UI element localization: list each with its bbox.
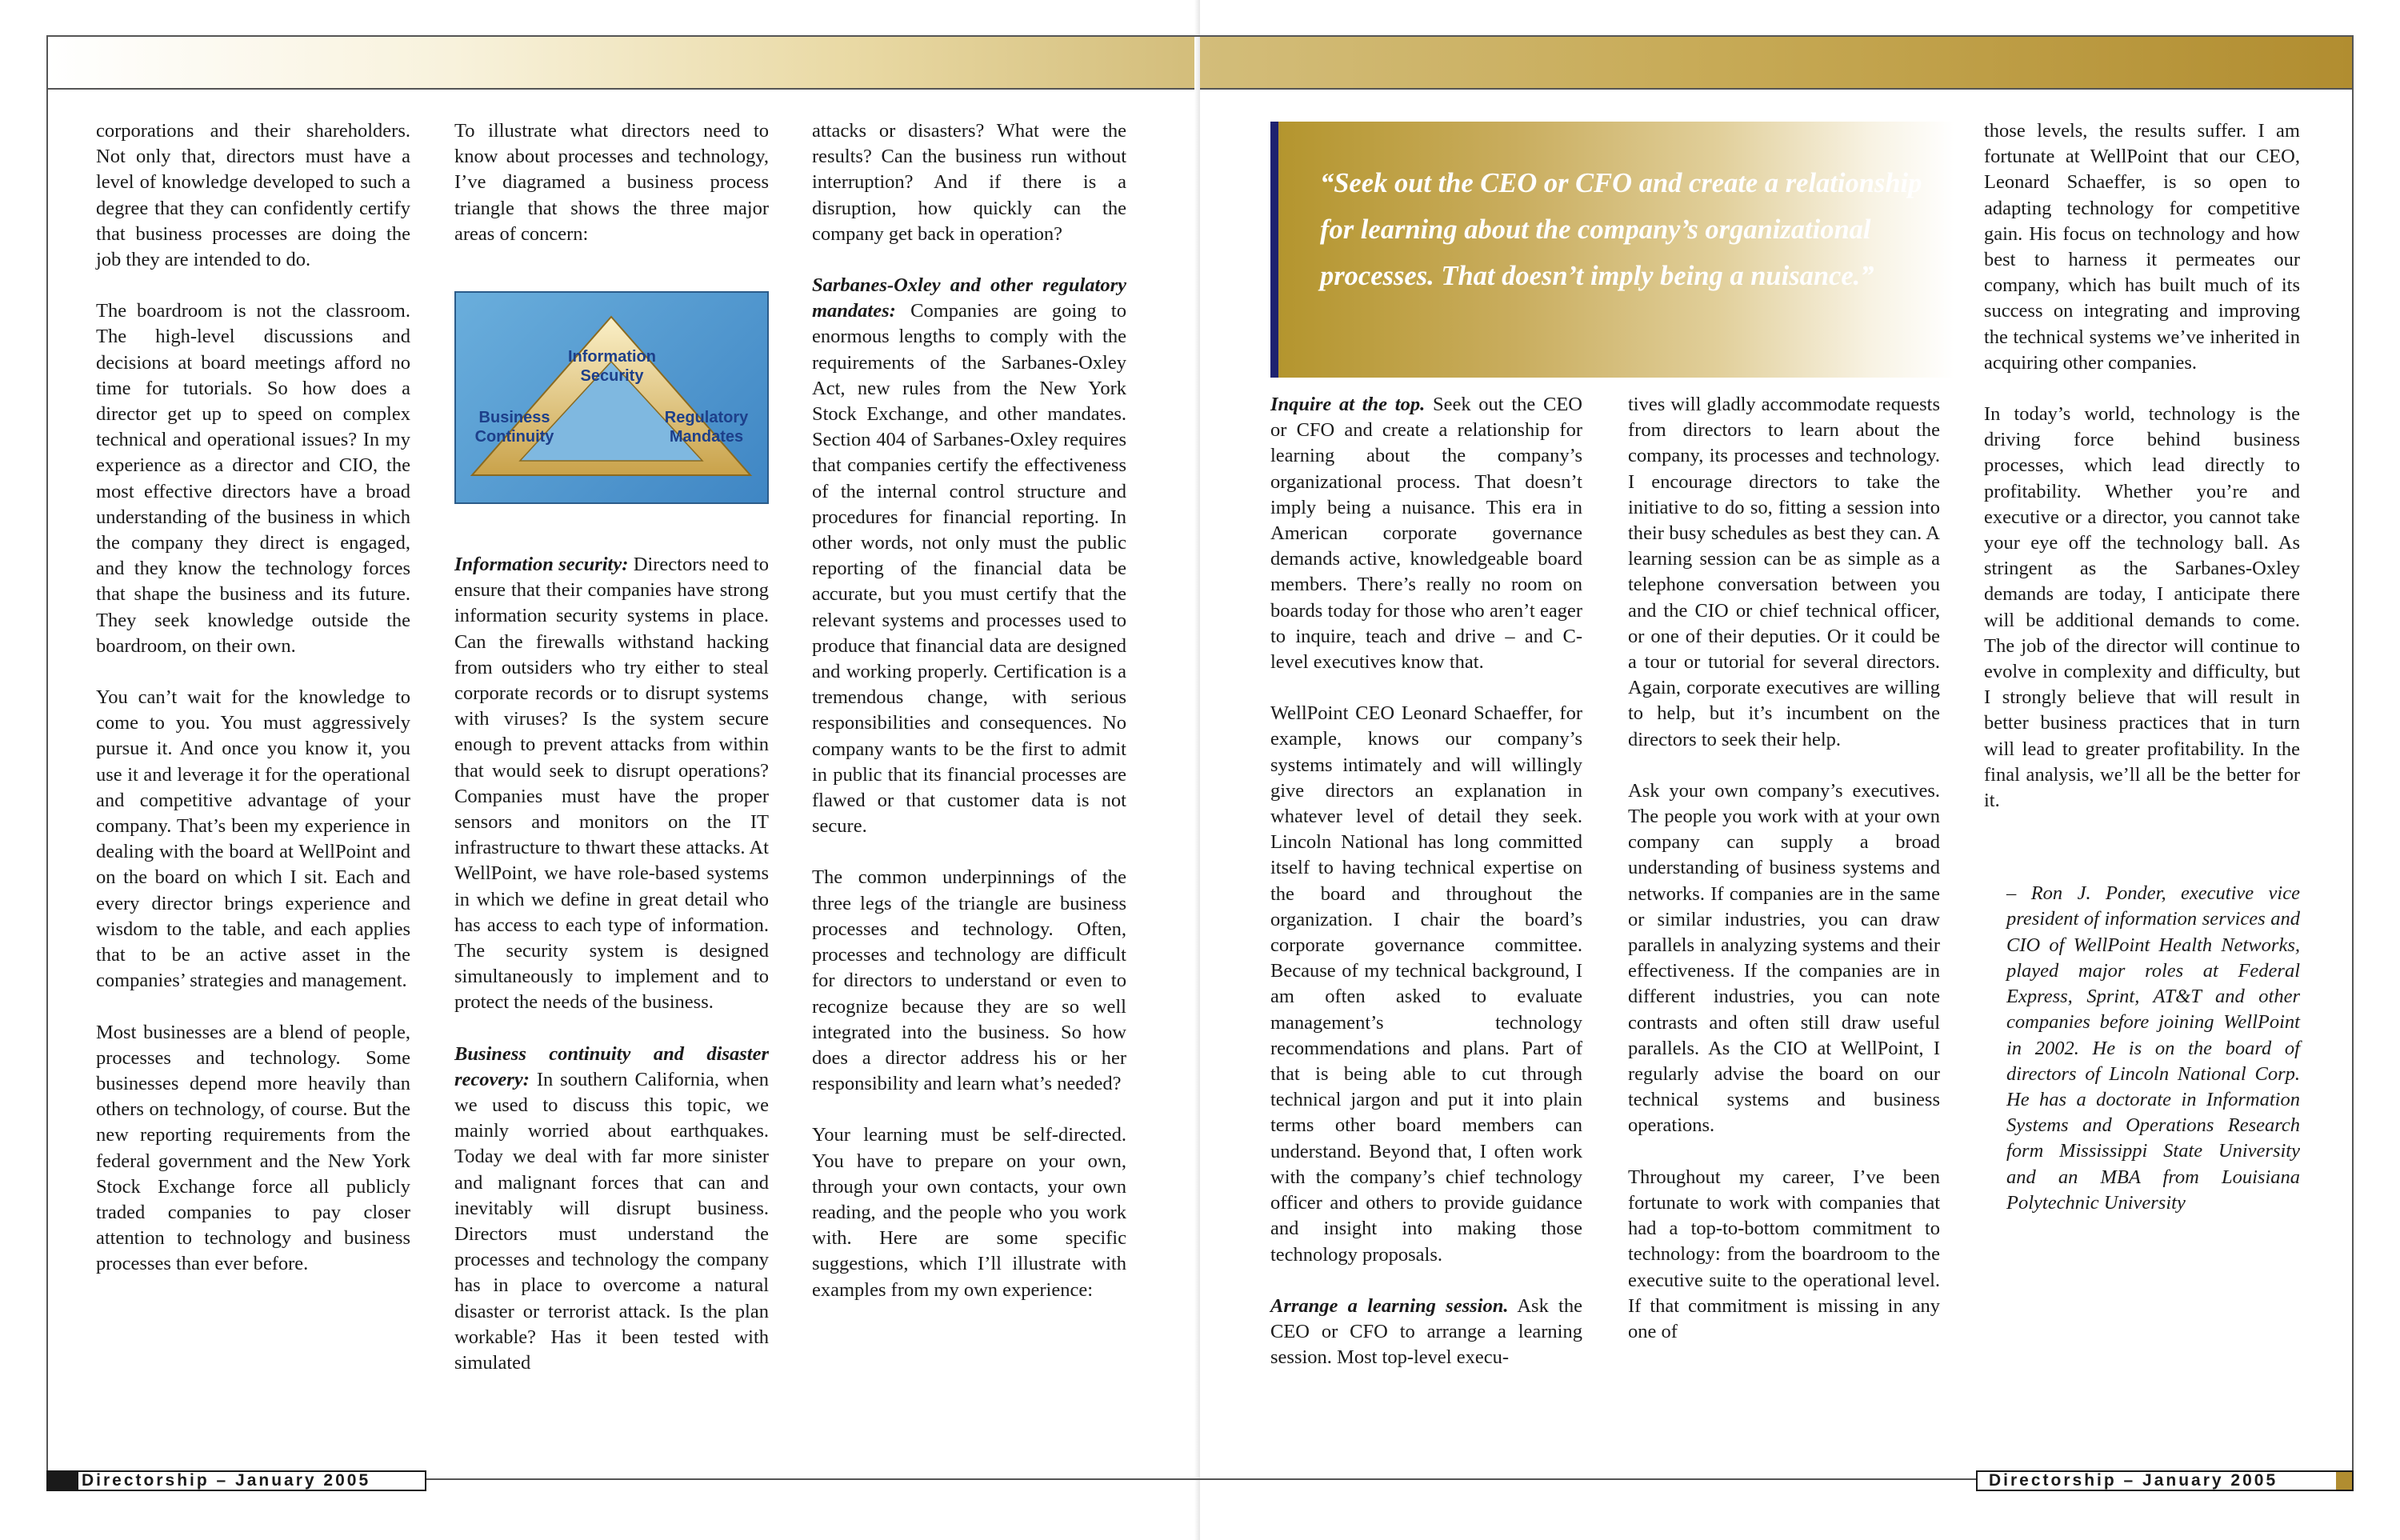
- diagram-label-information-security: Information Security: [568, 348, 656, 385]
- pull-quote: [1270, 122, 1954, 378]
- paragraph: Throughout my career, I’ve been fortunate to work with companies that had a top-to-bottom commitment to technology: from the boardroom to the executive suite to the operational level. If that commitment is missing in any one of: [1628, 1166, 1940, 1342]
- paragraph: [454, 1042, 769, 1377]
- paragraph: Ask your own company’s executives. The people you work with at your own company can supply a broad understanding of business systems and networks. If companies are in the same or similar industries, you can draw parallels in analyzing systems and their effectiveness. If the companies are in different industries, you can note contrasts and often still draw useful parallels. As the CIO at WellPoint, I regularly advise the board on our technical systems and business operations.: [1628, 779, 1940, 1137]
- paragraph: To illustrate what directors need to know about processes and technology, I’ve diagramed a business process triangle that shows the three major areas of concern:: [454, 120, 769, 245]
- run-in-heading: Business continuity and disaster recovery:: [454, 1042, 769, 1090]
- paragraph: Most businesses are a blend of people, processes and technology. Some businesses depend more heavily than others on technology, of course. But the new reporting requirements from the federal government and the New York Stock Exchange force all publicly traded companies to pay closer attention to technology and business processes than ever before.: [96, 1021, 410, 1275]
- left-column-3: [812, 118, 1126, 1303]
- paragraph: tives will gladly accommodate requests from directors to learn about the company, its processes and technology. I encourage directors to take the initiative to do so, fitting a session into their busy schedules as best they can. A learning session can be as simple as a telephone conversation between you and the CIO or chief technical officer, or one of their deputies. Or it could be a tour or tutorial for several directors. Again, corporate executives are willing to help, but it’s incumbent on the directors to seek their help.: [1628, 394, 1940, 750]
- run-in-heading: Arrange a learning session.: [1270, 1294, 1509, 1317]
- paragraph-body: In southern California, when we used to discuss this topic, we mainly worried about earthquakes. Today we deal with far more sinister and malignant forces that can and inevitably will disrupt business. Directors must understand the processes and technology the company has in place to overcome a natural disaster or terrorist attack. Is the plan workable? Has it been tested with simulated: [454, 1068, 769, 1374]
- paragraph: The common underpinnings of the three legs of the triangle are business processes and technology. Often, processes and technology are difficult for directors to understand or even to recognize because they are so well integrated into the business. So how does a director address his or her responsibility and learn what’s needed?: [812, 866, 1126, 1095]
- page-footer-left: Directorship – January 2005: [46, 1470, 426, 1491]
- run-in-heading: Sarbanes-Oxley and other regulatory mandates:: [812, 274, 1126, 322]
- paragraph: attacks or disasters? What were the results? Can the business run without interruption? And if there is a disruption, how quickly can the company get back in operation?: [812, 120, 1126, 245]
- right-column-3: [1984, 118, 2300, 1216]
- diagram-label-regulatory-mandates: Regulatory Mandates: [664, 409, 749, 446]
- paragraph: [812, 273, 1126, 839]
- pull-quote-text: “Seek out the CEO or CFO and create a relationship for learning about the company’s organizational processes. That doesn’t imply being a nuisance.”: [1320, 168, 1922, 291]
- paragraph: [1270, 1294, 1582, 1371]
- business-process-triangle-diagram: [454, 291, 769, 504]
- right-page: [1200, 0, 2400, 1540]
- paragraph: WellPoint CEO Leonard Schaeffer, for example, knows our company’s systems intimately and will willingly give directors an explanation in whatever level of detail they seek. Lincoln National has long committed itself to having technical expertise on the board and throughout the organization. I chair the board’s corporate governance committee. Because of my technical background, I am often asked to evaluate management’s technology recommendations and plans. Part of that is being able to cut through technical jargon and put it into plain terms other board members can understand. Beyond that, I often work with the company’s chief technology officer and others to provide guidance and insight into making those technology proposals.: [1270, 702, 1582, 1266]
- diagram-label-business-continuity: Business Continuity: [474, 409, 554, 446]
- run-in-heading: Information security:: [454, 554, 629, 575]
- gold-header-bar: [1200, 35, 2354, 90]
- left-column-2: [454, 118, 769, 247]
- run-in-heading: Inquire at the top.: [1270, 394, 1426, 415]
- right-column-2: [1628, 392, 1940, 1345]
- paragraph: [1270, 392, 1582, 675]
- right-column-1: [1270, 392, 1582, 1370]
- left-column-2-lower: [454, 552, 769, 1376]
- paragraph: In today’s world, technology is the driving force behind business processes, which lead directly to profitability. Whether you’re and executive or a director, you cannot take your eye off the technology ball. As stringent as the Sarbanes-Oxley demands are today, I anticipate there will be additional demands to come. The job of the director will continue to evolve in complexity and difficulty, but I strongly believe that will result in better business practices that in turn will lead to greater profitability. In the final analysis, we’ll all be the better for it.: [1984, 403, 2300, 812]
- paragraph: Your learning must be self-directed. You have to prepare on your own, through your own contacts, your own reading, and the people who you work with. Here are some specific suggestions, which I’ll illustrate with examples from my own experience:: [812, 1124, 1126, 1301]
- paragraph: The boardroom is not the classroom. The high-level discussions and decisions at board meetings afford no time for tutorials. So how does a director get up to speed on complex technical and operational issues? In my experience as a director and CIO, the most effective directors have a broad understanding of the business in which the company they direct is engaged, and they know the technology forces that shape the business and its future. They seek knowledge outside the boardroom, on their own.: [96, 300, 410, 657]
- left-column-1: [96, 118, 410, 1278]
- paragraph: [454, 552, 769, 1016]
- paragraph-body: Companies are going to enormous lengths to comply with the requirements of the Sarbanes-Oxley Act, new rules from the New York Stock Exchange, and other mandates. Section 404 of Sarbanes-Oxley requires that companies certify the effectiveness of the internal control structure and procedures for financial reporting. In other words, not only must the public reporting of the financial data be accurate, but you must certify that the relevant systems and processes used to produce that financial data are designed and working properly. Certification is a tremendous change, with serious responsibilities and consequences. No company wants to be the first to admit in public that its financial processes are flawed or that customer data is not secure.: [812, 300, 1126, 838]
- paragraph-body: Seek out the CEO or CFO and create a relationship for learning about the company’s organizational process. That doesn’t imply being a nuisance. This era in American corporate governance demands active, knowledgeable board members. There’s really no room on boards today for those who aren’t eager to inquire, teach and drive – and C-level executives know that.: [1270, 394, 1582, 674]
- author-bio: – Ron J. Ponder, executive vice president of information services and CIO of WellPoint Health Networks, played major roles at Federal Express, Sprint, AT&T and other companies before joining WellPoint in 2002. He is on the board of directors of Lincoln National Corp. He has a doctorate in Information Systems and Operations Research form Mississippi State University and an MBA from Louisiana Polytechnic University: [2006, 882, 2300, 1214]
- paragraph: corporations and their shareholders. Not only that, directors must have a level of knowledge developed to such a degree that they can confidently certify that business processes are doing the job they are intended to do.: [96, 120, 410, 271]
- paragraph: those levels, the results suffer. I am fortunate at WellPoint that our CEO, Leonard Schaeffer, is so open to adapting technology for competitive gain. His focus on technology and how best to harness it permeates our company, which has built much of its success on integrating and improving the technical systems we’ve inherited in acquiring other companies.: [1984, 120, 2300, 374]
- paragraph-body: Ask the CEO or CFO to arrange a learning session. Most top-level execu-: [1270, 1294, 1582, 1369]
- triangle-graphic: [456, 293, 767, 502]
- gold-header-bar: [46, 35, 1200, 90]
- paragraph-body: Directors need to ensure that their companies have strong information security systems in place. Can the firewalls withstand hacking from outsiders who try either to steal corporate records or to disrupt systems with viruses? Is the system secure enough to prevent attacks from within that would seek to disrupt operations? Companies must have the proper sensors and monitors on the IT infrastructure to thwart these attacks. At WellPoint, we have role-based systems in which we define in great detail who has access to each type of information. The security system is designed simultaneously to implement and to protect the needs of the business.: [454, 554, 769, 1014]
- paragraph: You can’t wait for the knowledge to come to you. You must aggressively pursue it. And once you know it, you use it and leverage it for the operational and competitive advantage of your company. That’s been my experience in dealing with the board at WellPoint and on the board on which I sit. Each and every director brings experience and wisdom to the table, and each applies that to be an active asset in the companies’ strategies and management.: [96, 686, 410, 992]
- page-footer-right: Directorship – January 2005: [1976, 1470, 2354, 1491]
